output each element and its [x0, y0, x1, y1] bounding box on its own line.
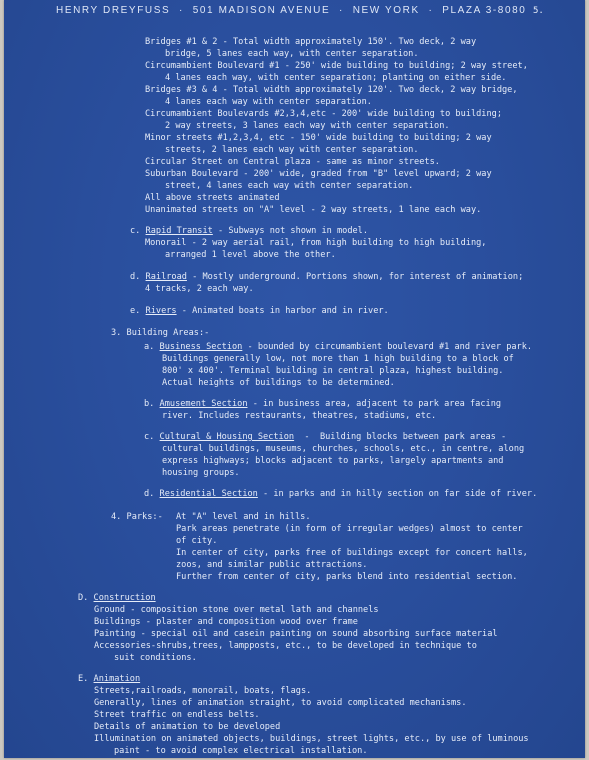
- amusement-section-line-2: river. Includes restaurants, theatres, stadiums, etc.: [162, 411, 437, 421]
- rapid-transit-text: - Subways not shown in model.: [212, 226, 369, 236]
- business-section-line-3: 800' x 400'. Terminal building in central plaza, highest building.: [162, 366, 504, 376]
- streets-line-7: Circumambient Boulevards #2,3,4,etc - 200' wide building to building;: [145, 109, 502, 119]
- residential-section-title: Residential Section: [159, 489, 258, 499]
- construction-line-3: Painting - special oil and casein painting on sound absorbing surface material: [94, 629, 498, 639]
- letterhead: HENRY DREYFUSS · 501 MADISON AVENUE · NEW YORK · PLAZA 3-8080: [56, 5, 527, 16]
- rapid-transit-heading: [130, 225, 368, 237]
- construction-marker: D.: [78, 593, 89, 603]
- animation-line-1: Streets,railroads, monorail, boats, flags.: [94, 686, 312, 696]
- construction-line-2: Buildings - plaster and composition wood over frame: [94, 617, 358, 627]
- animation-line-3: Street traffic on endless belts.: [94, 710, 260, 720]
- amusement-section-title: Amusement Section: [159, 399, 248, 409]
- rapid-transit-marker: c.: [130, 226, 141, 236]
- streets-line-3: Circumambient Boulevard #1 - 250' wide building to building; 2 way street,: [145, 61, 528, 71]
- parks-line-3: of city.: [176, 536, 218, 546]
- parks-heading: 4. Parks:-: [111, 512, 163, 522]
- amusement-section-marker: b.: [144, 399, 155, 409]
- streets-line-11: Circular Street on Central plaza - same as minor streets.: [145, 157, 440, 167]
- cultural-section-line-3: express highways; blocks adjacent to parks, largely apartments and: [162, 456, 504, 466]
- streets-line-6: 4 lanes each way with center separation.: [165, 97, 372, 107]
- cultural-section-text: - Building blocks between park areas -: [294, 432, 507, 442]
- railroad-title: Railroad: [145, 272, 187, 282]
- rivers-heading: [130, 305, 389, 317]
- animation-line-2: Generally, lines of animation straight, to avoid complicated mechanisms.: [94, 698, 467, 708]
- cultural-section-line-4: housing groups.: [162, 468, 240, 478]
- blueprint-page: [4, 0, 585, 758]
- streets-line-5: Bridges #3 & 4 - Total width approximately 120'. Two deck, 2 way bridge,: [145, 85, 518, 95]
- animation-line-5: Illumination on animated objects, buildings, street lights, etc., by use of luminous: [94, 734, 529, 744]
- animation-line-4: Details of animation to be developed: [94, 722, 281, 732]
- animation-marker: E.: [78, 674, 89, 684]
- animation-heading: [78, 673, 140, 685]
- rapid-transit-line-2: Monorail - 2 way aerial rail, from high building to high building,: [145, 238, 487, 248]
- streets-line-10: streets, 2 lanes each way with center separation.: [165, 145, 419, 155]
- business-section-line-2: Buildings generally low, not more than 1 high building to a block of: [162, 354, 514, 364]
- streets-line-13: street, 4 lanes each way with center separation.: [165, 181, 414, 191]
- construction-line-4: Accessories-shrubs,trees, lampposts, etc., to be developed in technique to: [94, 641, 477, 651]
- cultural-section-heading: [144, 431, 506, 443]
- streets-line-1: Bridges #1 & 2 - Total width approximately 150'. Two deck, 2 way: [145, 37, 477, 47]
- business-section-heading: [144, 341, 532, 353]
- residential-section-text: - in parks and in hilly section on far side of river.: [257, 489, 538, 499]
- railroad-marker: d.: [130, 272, 141, 282]
- cultural-section-title: Cultural & Housing Section: [159, 432, 295, 442]
- amusement-section-text: - in business area, adjacent to park area facing: [247, 399, 502, 409]
- rivers-title: Rivers: [145, 306, 177, 316]
- construction-heading: [78, 592, 156, 604]
- railroad-heading: [130, 271, 523, 283]
- railroad-line-2: 4 tracks, 2 each way.: [145, 284, 254, 294]
- building-areas-heading: 3. Building Areas:-: [111, 328, 210, 338]
- construction-line-1: Ground - composition stone over metal lath and channels: [94, 605, 379, 615]
- amusement-section-heading: [144, 398, 501, 410]
- streets-line-4: 4 lanes each way, with center separation; planting on either side.: [165, 73, 507, 83]
- parks-line-2: Park areas penetrate (in form of irregular wedges) almost to center: [176, 524, 523, 534]
- parks-line-1: At "A" level and in hills.: [176, 512, 311, 522]
- rapid-transit-line-3: arranged 1 level above the other.: [165, 250, 336, 260]
- rivers-marker: e.: [130, 306, 141, 316]
- streets-line-12: Suburban Boulevard - 200' wide, graded from "B" level upward; 2 way: [145, 169, 492, 179]
- rivers-text: - Animated boats in harbor and in river.: [176, 306, 389, 316]
- streets-line-2: bridge, 5 lanes each way, with center separation.: [165, 49, 419, 59]
- streets-line-9: Minor streets #1,2,3,4, etc - 150' wide building to building; 2 way: [145, 133, 492, 143]
- page-number: 5.: [533, 6, 544, 16]
- animation-title: Animation: [93, 674, 141, 684]
- residential-section-marker: d.: [144, 489, 155, 499]
- business-section-line-4: Actual heights of buildings to be determined.: [162, 378, 395, 388]
- business-section-text: - bounded by circumambient boulevard #1 and river park.: [242, 342, 533, 352]
- residential-section-heading: [144, 488, 537, 500]
- construction-line-5: suit conditions.: [114, 653, 197, 663]
- parks-line-5: zoos, and similar public attractions.: [176, 560, 368, 570]
- animation-line-6: paint - to avoid complex electrical installation.: [114, 746, 368, 756]
- railroad-text: - Mostly underground. Portions shown, for interest of animation;: [186, 272, 524, 282]
- construction-title: Construction: [93, 593, 156, 603]
- rapid-transit-title: Rapid Transit: [145, 226, 213, 236]
- parks-line-6: Further from center of city, parks blend into residential section.: [176, 572, 518, 582]
- business-section-marker: a.: [144, 342, 155, 352]
- streets-line-14: All above streets animated: [145, 193, 280, 203]
- business-section-title: Business Section: [159, 342, 243, 352]
- cultural-section-line-2: cultural buildings, museums, churches, schools, etc., in centre, along: [162, 444, 525, 454]
- parks-line-4: In center of city, parks free of buildings except for concert halls,: [176, 548, 528, 558]
- streets-line-15: Unanimated streets on "A" level - 2 way streets, 1 lane each way.: [145, 205, 482, 215]
- streets-line-8: 2 way streets, 3 lanes each way with center separation.: [165, 121, 450, 131]
- cultural-section-marker: c.: [144, 432, 155, 442]
